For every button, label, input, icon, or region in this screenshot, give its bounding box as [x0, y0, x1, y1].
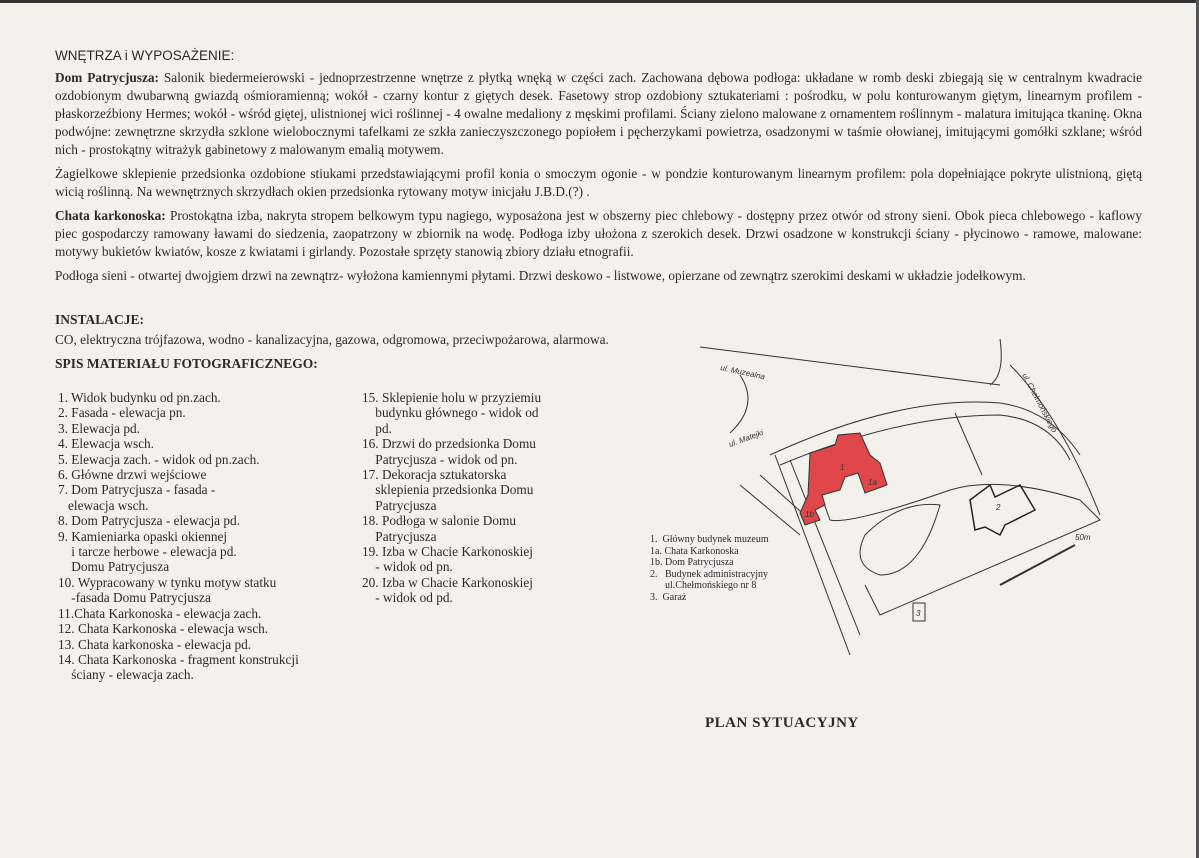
photo-list-item: 4. Elewacja wsch.: [58, 436, 154, 452]
photo-list-item: pd.: [362, 420, 392, 436]
photo-list-item: -fasada Domu Patrycjusza: [58, 590, 211, 606]
building-2: [970, 485, 1035, 535]
paragraph-dom-patrycjusza: [55, 69, 1142, 159]
scale-bar: [1000, 545, 1075, 585]
photo-list-item: Patrycjusza: [362, 497, 437, 513]
photo-list-item: 12. Chata Karkonoska - elewacja wsch.: [58, 621, 269, 637]
photo-list-item: 6. Główne drzwi wejściowe: [58, 467, 207, 483]
photo-list-item: 18. Podłoga w salonie Domu: [362, 513, 517, 529]
photo-list-item: Domu Patrycjusza: [58, 559, 170, 575]
street-line: [990, 339, 1001, 385]
building-3-label: 3: [916, 609, 921, 618]
road-outline: [770, 402, 1080, 455]
photo-list-item: 7. Dom Patrycjusza - fasada -: [58, 482, 216, 498]
photo-list-item: 10. Wypracowany w tynku motyw statku: [58, 574, 277, 590]
paragraph-label: Dom Patrycjusza:: [55, 70, 159, 85]
photo-list-item: 3. Elewacja pd.: [58, 420, 140, 436]
photo-list-item: 17. Dekoracja sztukatorska: [362, 467, 507, 483]
photos-heading: SPIS MATERIAŁU FOTOGRAFICZNEGO:: [55, 356, 318, 371]
photo-list-item: 1. Widok budynku od pn.zach.: [58, 390, 221, 405]
photo-list-item: 14. Chata Karkonoska - fragment konstrukcji: [58, 651, 299, 667]
paragraph-text: Prostokątna izba, nakryta stropem belkowym typu nagiego, wyposażona jest w obszerny piec chlebowy - dostępny przez otwór od strony sieni. Obok pieca chlebowego - kaflowy piec gospodarczy ramowany ławami do siedzenia, zaopatrzony w zbiornik na wodę. Podłoga izby ułożona z szerokich desek. Drzwi osadzone w konstrukcji ściany - płycinowo - ramowe, malowane: motywy bukietów kwiatów, kosze z kwiatami i girlandy. Pozostałe sprzęty stanowią zbiory działu etnografii.: [55, 208, 1142, 259]
photo-list-item: 20. Izba w Chacie Karkonoskiej: [362, 574, 533, 590]
photo-list-item: - widok od pd.: [362, 590, 453, 606]
photo-list-item: elewacja wsch.: [58, 497, 149, 513]
photo-list-item: budynku głównego - widok od: [362, 405, 539, 421]
photo-list-item: 5. Elewacja zach. - widok od pn.zach.: [58, 451, 260, 467]
scan-edge-top: [0, 0, 1199, 3]
building-1a-label: 1a: [868, 478, 877, 487]
paragraph-text: Salonik biedermeierowski - jednoprzestrzenne wnętrze z płytką wnęką w części zach. Zachowana dębowa podłoga: układane w romb deski zbiegają się w centralnym kwadracie ozdobionym dwubarwną gwiazdą ośmioramienną; wokół - czarny kontur z giętych desek. Fasetowy strop ozdobiony sztukateriami : pośrodku, w polu konturowanym giętym, linearnym profilem - płaskorzeźbiony Hermes; wokół - wśród giętej, ulistnionej wici roślinnej - 4 owalne medaliony z męskimi profilami. Ściany zielono malowane z ornamentem roślinnym - malatura imitująca tkaninę. Okna podwójne: zewnętrzne skrzydła szklone wielobocznymi tafelkami ze szkła zanieczyszczonego popiołem i pęcherzykami powietrza, osadzonymi w taśmie ołowianej, imitującymi gomółki szklane; wśród nich - prostokątny witrażyk gabinetowy z malowanym emalią motywem.: [55, 70, 1143, 157]
photo-list-item: 15. Sklepienie holu w przyziemiu: [362, 390, 542, 405]
photo-list-item: i tarcze herbowe - elewacja pd.: [58, 544, 237, 560]
street-label: ul. Chełmońskiego: [1020, 371, 1060, 435]
building-1b-label: 1b: [805, 510, 814, 519]
street-label: ul. Muzealna: [719, 363, 766, 382]
photo-list-item: 13. Chata karkonoska - elewacja pd.: [58, 636, 252, 652]
photo-list-item: ściany - elewacja zach.: [58, 667, 194, 683]
photo-list-left: [58, 390, 299, 683]
garden-line: [955, 413, 982, 475]
photo-list-item: 19. Izba w Chacie Karkonoskiej: [362, 544, 533, 560]
street-line: [740, 485, 800, 535]
site-plan-legend: [650, 534, 769, 603]
paragraph-floor: Podłoga sieni - otwartej dwojgiem drzwi na zewnątrz- wyłożona kamiennymi płytami. Drzwi deskowo - listwowe, opierzane od zewnątrz szerokimi deskami w układzie jodełkowym.: [55, 268, 1026, 283]
street-label: ul. Matejki: [727, 428, 765, 449]
photo-list-item: - widok od pn.: [362, 559, 453, 575]
photo-list-item: 8. Dom Patrycjusza - elewacja pd.: [58, 513, 241, 529]
building-1-label: 1: [840, 463, 845, 472]
street-line: [700, 347, 1000, 385]
scale-label: 50m: [1075, 533, 1091, 542]
legend-item: 1a. Chata Karkonoska: [650, 545, 739, 557]
site-plan-map: [700, 335, 1120, 655]
photo-list-item: 16. Drzwi do przedsionka Domu: [362, 436, 536, 452]
photo-list-item: sklepienia przedsionka Domu: [362, 482, 534, 498]
garden-outline: [810, 465, 1100, 615]
legend-item: 1. Główny budynek muzeum: [650, 534, 769, 545]
paragraph-chata-karkonoska: [55, 207, 1142, 261]
photo-list-item: 9. Kamieniarka opaski okiennej: [58, 528, 228, 544]
paragraph-label: Chata karkonoska:: [55, 208, 166, 223]
legend-item: 1b. Dom Patrycjusza: [650, 557, 734, 568]
photo-list-item: Patrycjusza - widok od pn.: [362, 451, 518, 467]
legend-item: 2. Budynek administracyjny: [650, 568, 769, 580]
photo-list-item: Patrycjusza: [362, 528, 437, 544]
legend-item: 3. Garaż: [650, 591, 687, 603]
photo-list-item: 2. Fasada - elewacja pn.: [58, 405, 186, 421]
paragraph-vault: Żagielkowe sklepienie przedsionka ozdobione stiukami przedstawiającymi profil konia o smoczym ogonie - w pondzie konturowanym linearnym profilem: pola dopełniające pokryte ulistnioną, giętą wicią roślinną. Na wewnętrznych skrzydłach okien przedsionka rytowany motyw inicjału J.B.D.(?) .: [55, 166, 1142, 199]
legend-item: ul.Chełmońskiego nr 8: [650, 580, 757, 591]
street-line: [730, 375, 748, 433]
photo-list-right: [362, 390, 541, 606]
interiors-heading: WNĘTRZA i WYPOSAŻENIE:: [55, 48, 235, 63]
site-plan-title: PLAN SYTUACYJNY: [705, 715, 859, 731]
building-2-label: 2: [996, 503, 1001, 512]
installations-text: CO, elektryczna trójfazowa, wodno - kanalizacyjna, gazowa, odgromowa, przeciwpożarowa, alarmowa.: [55, 332, 609, 347]
photo-list-item: 11.Chata Karkonoska - elewacja zach.: [58, 605, 262, 621]
installations-heading: INSTALACJE:: [55, 312, 145, 327]
